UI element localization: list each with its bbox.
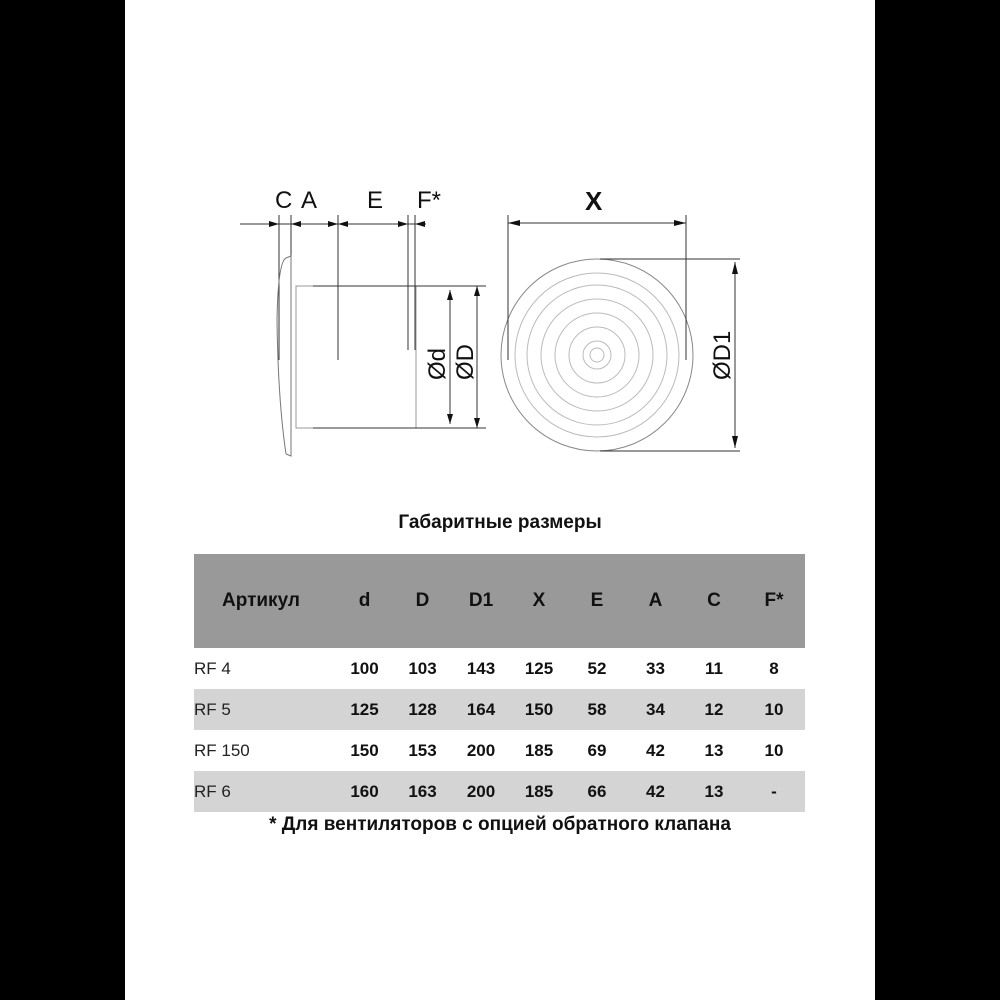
cell: 125 bbox=[350, 699, 379, 719]
dim-label-c: C bbox=[275, 187, 293, 214]
cell: 100 bbox=[350, 658, 379, 678]
cell: 125 bbox=[524, 658, 554, 678]
left-black-bar bbox=[0, 0, 125, 1000]
cell: 164 bbox=[466, 699, 496, 719]
cell: 200 bbox=[466, 781, 496, 801]
cell: 150 bbox=[524, 699, 554, 719]
cell: 33 bbox=[646, 658, 665, 678]
header-E: E bbox=[590, 590, 604, 611]
cell: 185 bbox=[524, 781, 554, 801]
cell: 13 bbox=[704, 740, 724, 760]
cell: 143 bbox=[466, 658, 496, 678]
cell: - bbox=[771, 781, 777, 801]
dim-label-x: X bbox=[585, 186, 603, 216]
cell-article: RF 150 bbox=[194, 740, 250, 760]
footnote: * Для вентиляторов с опцией обратного клапана bbox=[269, 814, 731, 835]
cell: 160 bbox=[350, 781, 379, 801]
cell: 128 bbox=[408, 699, 437, 719]
cell-article: RF 6 bbox=[194, 781, 231, 801]
cell: 10 bbox=[764, 740, 784, 760]
cell: 42 bbox=[646, 740, 665, 760]
header-A: A bbox=[648, 590, 663, 611]
cell: 13 bbox=[704, 781, 724, 801]
technical-drawing bbox=[230, 170, 770, 470]
cell: 153 bbox=[408, 740, 437, 760]
cell: 42 bbox=[646, 781, 665, 801]
cell: 58 bbox=[587, 699, 607, 719]
dimensions-table bbox=[194, 554, 805, 812]
header-D: D bbox=[415, 590, 430, 611]
cell: 163 bbox=[408, 781, 437, 801]
header-d: d bbox=[358, 590, 371, 611]
cell: 34 bbox=[646, 699, 665, 719]
table-row bbox=[194, 730, 805, 771]
fan-dimension-drawing bbox=[230, 170, 770, 470]
cell-article: RF 4 bbox=[194, 658, 231, 678]
cell: 69 bbox=[587, 740, 607, 760]
cell: 200 bbox=[466, 740, 496, 760]
header-C: C bbox=[707, 590, 721, 611]
dim-label-a: A bbox=[301, 187, 318, 214]
table-row bbox=[194, 689, 805, 730]
dim-label-d-large: ØD bbox=[452, 344, 479, 380]
cell: 150 bbox=[350, 740, 379, 760]
right-black-bar bbox=[875, 0, 1000, 1000]
cell: 12 bbox=[704, 699, 724, 719]
dim-label-d-small: Ød bbox=[424, 347, 451, 380]
cell: 103 bbox=[408, 658, 437, 678]
dim-label-d1: ØD1 bbox=[709, 330, 736, 380]
table-header bbox=[194, 554, 805, 648]
dim-label-f: F* bbox=[417, 187, 441, 214]
cell: 52 bbox=[587, 658, 607, 678]
cell: 8 bbox=[769, 658, 779, 678]
header-X: X bbox=[532, 590, 546, 611]
dim-label-e: E bbox=[367, 187, 384, 214]
table-row bbox=[194, 771, 805, 812]
cell-article: RF 5 bbox=[194, 699, 231, 719]
header-F: F* bbox=[764, 590, 784, 611]
cell: 185 bbox=[524, 740, 554, 760]
header-article: Артикул bbox=[222, 590, 300, 611]
header-D1: D1 bbox=[468, 590, 494, 611]
table-row bbox=[194, 648, 805, 689]
cell: 66 bbox=[587, 781, 607, 801]
cell: 10 bbox=[764, 699, 784, 719]
section-title: Габаритные размеры bbox=[398, 512, 602, 533]
cell: 11 bbox=[705, 658, 723, 678]
